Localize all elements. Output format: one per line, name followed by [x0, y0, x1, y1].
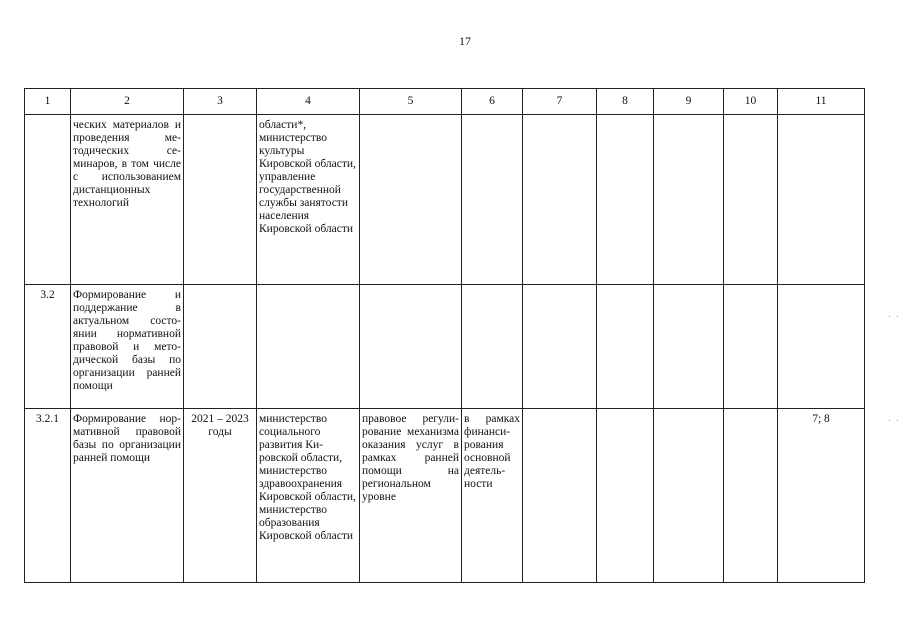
header-cell: 4 — [257, 89, 360, 115]
header-cell: 11 — [778, 89, 865, 115]
header-row — [25, 89, 865, 115]
header-cell: 6 — [462, 89, 523, 115]
period-cell — [184, 285, 257, 409]
header-cell: 9 — [654, 89, 724, 115]
item-number-cell: 3.2.1 — [25, 409, 71, 583]
header-cell: 5 — [360, 89, 462, 115]
header-cell: 7 — [523, 89, 597, 115]
indicator-cell — [778, 115, 865, 285]
indicator-cell: 7; 8 — [778, 409, 865, 583]
period-cell — [184, 115, 257, 285]
data-cell — [654, 409, 724, 583]
page-number: 17 — [459, 34, 471, 48]
header-cell: 2 — [71, 89, 184, 115]
item-number-cell: 3.2 — [25, 285, 71, 409]
data-cell — [654, 115, 724, 285]
data-cell — [724, 409, 778, 583]
data-cell — [724, 285, 778, 409]
table-row — [25, 409, 865, 583]
responsible-cell: министерство социального развития Кировской области, министерство здравоохранения Кировской области, министерство образования Кировской области — [257, 409, 360, 583]
scan-speck: · · — [888, 416, 901, 427]
responsible-cell: области*, министерство культуры Кировской области, управление государственной службы занятости населения Кировской области — [257, 115, 360, 285]
scan-speck: · · — [888, 312, 901, 323]
data-cell — [597, 115, 654, 285]
data-cell — [523, 409, 597, 583]
header-cell: 10 — [724, 89, 778, 115]
header-cell: 3 — [184, 89, 257, 115]
funding-cell: в рамках финансирования основной деятельности — [462, 409, 523, 583]
header-cell: 1 — [25, 89, 71, 115]
indicator-cell — [778, 285, 865, 409]
result-cell: правовое регулирование механизма оказания услуг в рамках ранней помощи на региональном уровне — [360, 409, 462, 583]
table-row — [25, 115, 865, 285]
table-row — [25, 285, 865, 409]
funding-cell — [462, 285, 523, 409]
data-cell — [597, 409, 654, 583]
result-cell — [360, 285, 462, 409]
data-cell — [597, 285, 654, 409]
activity-cell: ческих материалов и проведения методических семинаров, в том числе с использованием дистанционных технологий — [71, 115, 184, 285]
result-cell — [360, 115, 462, 285]
data-cell — [523, 285, 597, 409]
item-number-cell — [25, 115, 71, 285]
period-cell: 2021 – 2023 годы — [184, 409, 257, 583]
header-cell: 8 — [597, 89, 654, 115]
funding-cell — [462, 115, 523, 285]
activity-cell: Формирование нормативной правовой базы по организации ранней помощи — [71, 409, 184, 583]
responsible-cell — [257, 285, 360, 409]
program-table — [24, 88, 865, 583]
data-cell — [654, 285, 724, 409]
data-cell — [724, 115, 778, 285]
activity-cell: Формирование и поддержание в актуальном состоянии нормативной правовой и методической базы по организации ранней помощи — [71, 285, 184, 409]
data-cell — [523, 115, 597, 285]
